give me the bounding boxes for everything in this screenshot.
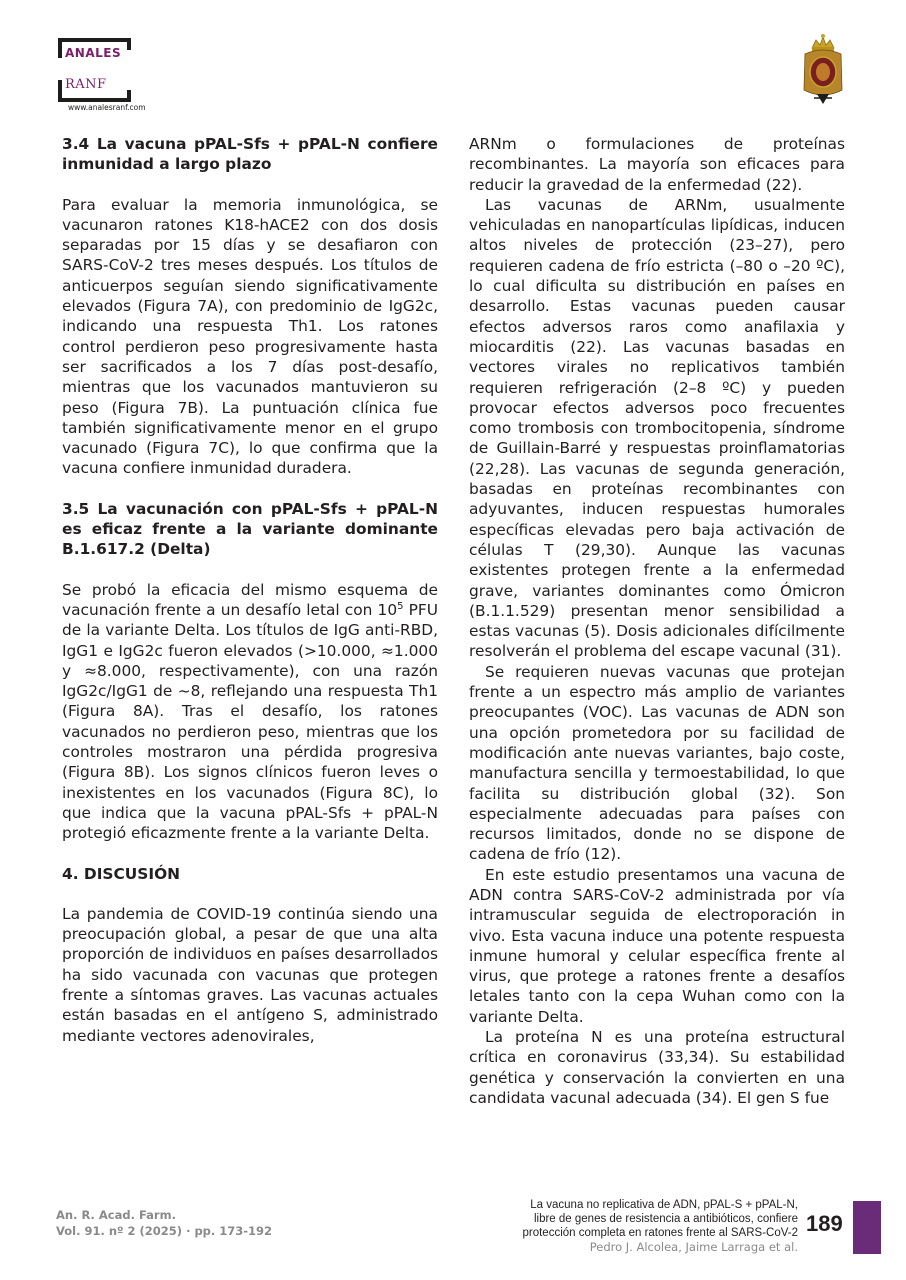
logo-frame-bottom-right (127, 90, 131, 102)
logo-frame-top (58, 38, 131, 42)
discussion-paragraph-5: La proteína N es una proteína estructural crítica en coronavirus (33,34). Su estabilidad genética y conservación la convierten en una candidata vacunal adecuada (34). El gen S fue (469, 1028, 845, 1107)
section-3-5-paragraph (62, 580, 438, 844)
section-3-5-heading: 3.5 La vacunación con pPAL-Sfs + pPAL-N es eficaz frente a la variante dominante B.1.617.2 (Delta) (62, 499, 438, 559)
left-column (62, 134, 438, 1046)
page-number: 189 (806, 1211, 843, 1236)
running-title-line-2: libre de genes de resistencia a antibióticos, confiere (533, 1213, 798, 1225)
footer-citation (56, 1207, 272, 1239)
logo-frame-top-left (58, 38, 62, 58)
footer-journal: An. R. Acad. Farm. (56, 1208, 176, 1222)
discussion-paragraph-3: Se requieren nuevas vacunas que protejan frente a un espectro más amplio de variantes preocupantes (VOC). Las vacunas de ADN son una opción prometedora por su facilidad de modificación ante nuevas variantes, bajo coste, manufactura sencilla y termoestabilidad, lo que facilita su distribución global (32). Son especialmente adecuadas para países con recursos limitados, donde no se dispone de cadena de frío (12). (469, 662, 845, 864)
page-accent-tab (853, 1201, 881, 1254)
discussion-paragraph-2: Las vacunas de ARNm, usualmente vehiculadas en nanopartículas lipídicas, inducen altos niveles de protección (23–27), pero requieren cadena de frío estricta (–80 o –20 ºC), lo cual dificulta su distribución en países en desarrollo. Estas vacunas pueden causar efectos adversos raros como anafilaxia y miocarditis (22). Las vacunas basadas en vectores virales no replicativos también requieren refrigeración (2–8 ºC) y pueden provocar efectos adversos poco frecuentes como trombosis con trombocitopenia, síndrome de Guillain-Barré y respuestas proinflamatorias (22,28). Las vacunas de segunda generación, basadas en proteínas recombinantes con adyuvantes, inducen respuestas humorales específicas elevadas pero baja activación de células T (29,30). Aunque las vacunas existentes protegen frente a la enfermedad grave, variantes dominantes como Ómicron (B.1.1.529) presentan menor sensibilidad a estas vacunas (5). Dosis adicionales difícilmente resolverán el problema del escape vacunal (31). (469, 195, 845, 661)
footer-volume: Vol. 91. nº 2 (2025) · pp. 173-192 (56, 1224, 273, 1238)
logo-word-anales: ANALES (65, 46, 122, 60)
right-column (469, 134, 845, 1108)
section-3-4-paragraph: Para evaluar la memoria inmunológica, se vacunaron ratones K18-hACE2 con dos dosis separadas por 15 días y se desafiaron con SARS-CoV-2 tres meses después. Los títulos de anticuerpos seguían siendo significativamente elevados (Figura 7A), con predominio de IgG2c, indicando una respuesta Th1. Los ratones control perdieron peso progresivamente hasta ser sacrificados a los 7 días post-desafío, mientras que los vacunados mantuvieron su peso (Figura 7B). La puntuación clínica fue también significativamente menor en el grupo vacunado (Figura 7C), lo que confirma que la vacuna confiere inmunidad duradera. (62, 195, 438, 478)
section-3-4-heading: 3.4 La vacuna pPAL-Sfs + pPAL-N confiere inmunidad a largo plazo (62, 135, 438, 174)
logo-frame-top-right (127, 38, 131, 50)
section-3-5-text-a: Se probó la eficacia del mismo esquema de vacunación frente a un desafío letal con 10 (62, 580, 438, 619)
section-3-5-text-b: PFU de la variante Delta. Los títulos de IgG anti-RBD, IgG1 e IgG2c fueron elevados (>10.000, ≈1.000 y ≈8.000, respectivamente), con una razón IgG2c/IgG1 de ~8, reflejando una respuesta Th1 (Figura 8A). Tras el desafío, los ratones vacunados no perdieron peso, mientras que los controles mostraron una pérdida progresiva (Figura 8B). Los signos clínicos fueron leves o inexistentes en los vacunados (Figura 8C), lo que indica que la vacuna pPAL-Sfs + pPAL-N protegió eficazmente frente a la variante Delta. (62, 600, 438, 843)
logo-frame-bottom (58, 98, 131, 102)
logo-word-ranf: RANF (65, 77, 107, 92)
journal-logo (56, 34, 206, 118)
section-4-paragraph: La pandemia de COVID-19 continúa siendo una preocupación global, a pesar de que una alta proporción de individuos en países desarrollados ha sido vacunada con vacunas que protegen frente a síntomas graves. Las vacunas actuales están basadas en el antígeno S, administrado mediante vectores adenovirales, (62, 904, 438, 1045)
running-authors: Pedro J. Alcolea, Jaime Larraga et al. (589, 1240, 798, 1254)
discussion-paragraph-4: En este estudio presentamos una vacuna de ADN contra SARS-CoV-2 administrada por vía intramuscular seguida de electroporación in vivo. Esta vacuna induce una potente respuesta inmune humoral y celular específica frente al virus, que protege a ratones frente a desafíos letales tanto con la cepa Wuhan como con la variante Delta. (469, 865, 845, 1026)
footer-running-title (418, 1198, 798, 1254)
running-title-line-1: La vacuna no replicativa de ADN, pPAL-S + pPAL-N, (530, 1199, 798, 1211)
academy-crest-icon (800, 32, 846, 106)
discussion-paragraph-1: ARNm o formulaciones de proteínas recombinantes. La mayoría son eficaces para reducir la gravedad de la enfermedad (22). (469, 135, 845, 194)
section-4-heading: 4. DISCUSIÓN (62, 864, 181, 883)
logo-frame-bottom-left (58, 80, 62, 102)
logo-url: www.analesranf.com (68, 103, 146, 112)
superscript-exponent: 5 (397, 600, 404, 612)
running-title-line-3: protección completa en ratones frente al SARS-CoV-2 (522, 1227, 798, 1239)
